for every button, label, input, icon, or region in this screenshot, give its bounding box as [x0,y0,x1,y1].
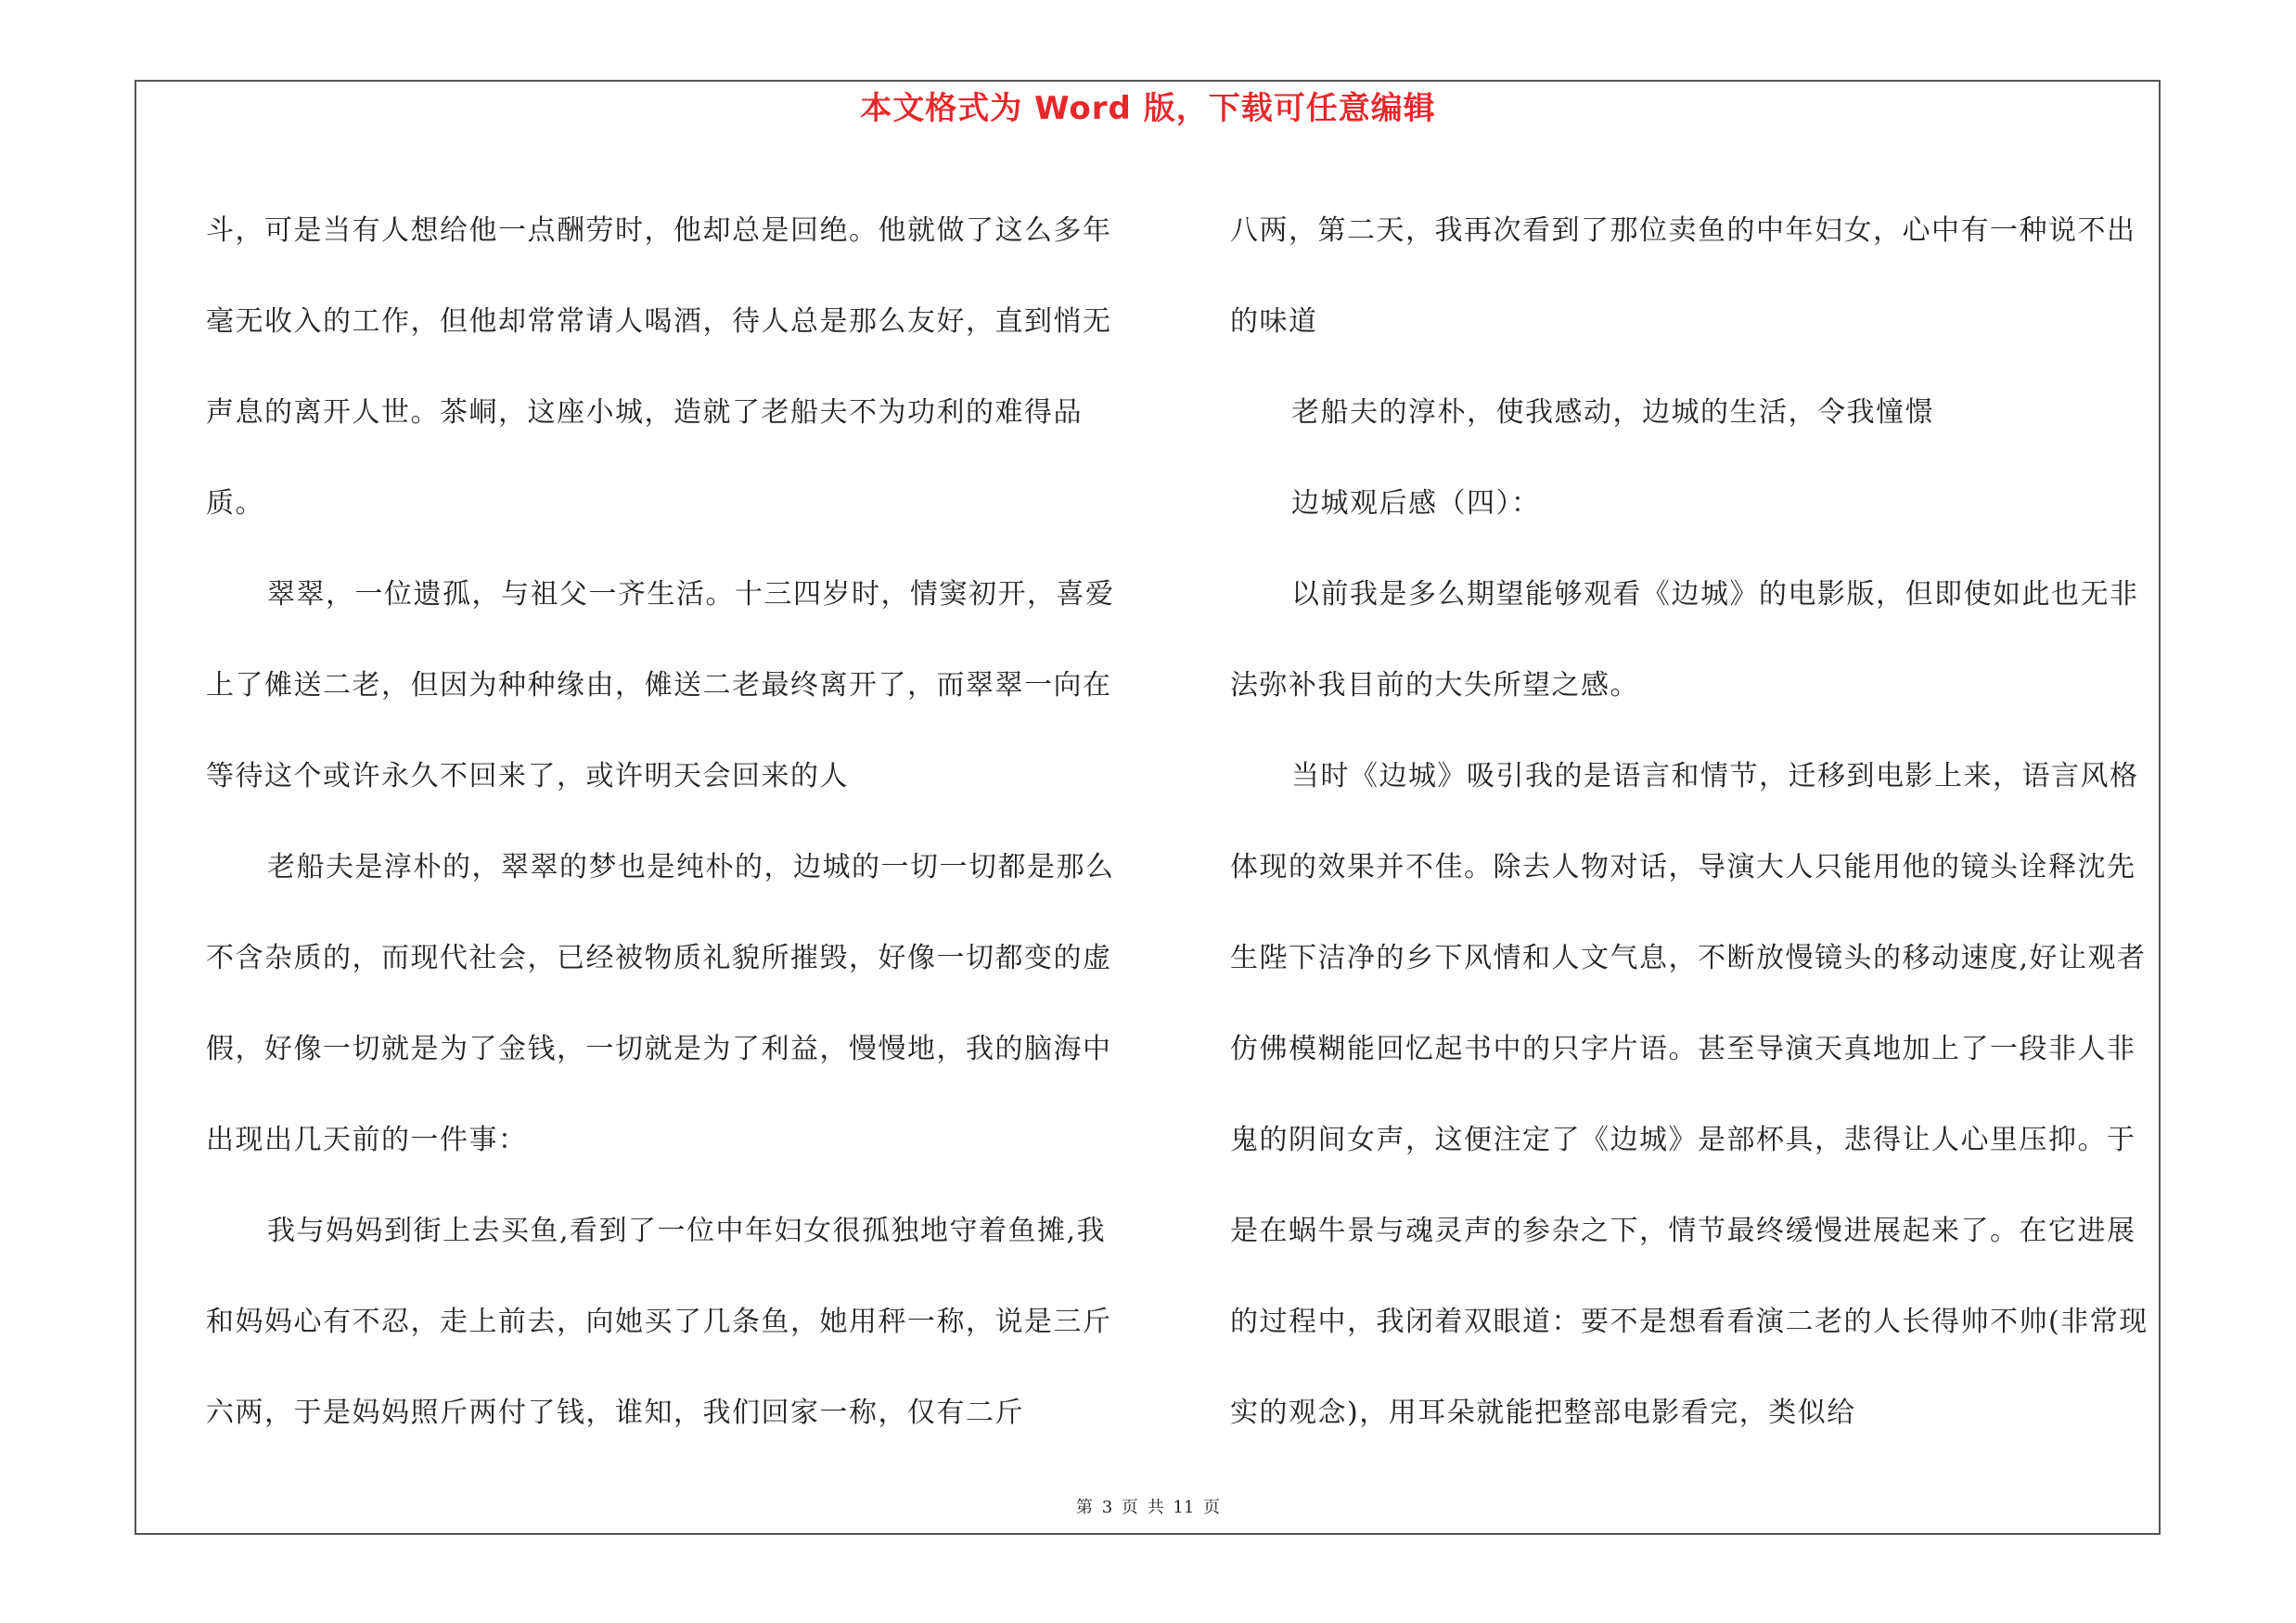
paragraph: 老船夫的淳朴，使我感动，边城的生活，令我憧憬 [1291,396,1934,429]
footer-prefix: 第 [1075,1498,1093,1517]
right-column [1230,186,2162,1459]
footer-total-word: 共 [1147,1498,1164,1517]
format-banner: 本文格式为 Word 版，下载可任意编辑 [860,90,1436,127]
paragraph: 八两，第二天，我再次看到了那位卖鱼的中年妇女，心中有一种说不出的味道 [1230,214,2136,338]
page-footer [0,1494,2296,1522]
paragraph: 斗，可是当有人想给他一点酬劳时，他却总是回绝。他就做了这么多年毫无收入的工作，但他却常常请人喝酒，待人总是那么友好，直到悄无声息的离开人世。茶峒，这座小城，造就了老船夫不为功利的难得品质。 [206,214,1112,520]
total-page-count: 11 [1173,1498,1195,1517]
current-page-number: 3 [1101,1498,1113,1517]
paragraph: 翠翠，一位遗孤，与祖父一齐生活。十三四岁时，情窦初开，喜爱上了傩送二老，但因为种种缘由，傩送二老最终离开了，而翠翠一向在等待这个或许永久不回来了，或许明天会回来的人 [206,578,1115,792]
paragraph: 老船夫是淳朴的，翠翠的梦也是纯朴的，边城的一切一切都是那么不含杂质的，而现代社会，已经被物质礼貌所摧毁，好像一切都变的虚假，好像一切就是为了金钱，一切就是为了利益，慢慢地，我的脑海中出现出几天前的一件事： [206,851,1115,1156]
footer-suffix: 页 [1203,1498,1221,1517]
paragraph: 我与妈妈到街上去买鱼,看到了一位中年妇女很孤独地守着鱼摊,我和妈妈心有不忍，走上前去，向她买了几条鱼，她用秤一称，说是三斤六两，于是妈妈照斤两付了钱，谁知，我们回家一称，仅有二斤 [206,1215,1112,1429]
paragraph: 以前我是多么期望能够观看《边城》的电影版，但即使如此也无非法弥补我目前的大失所望之感。 [1230,578,2139,702]
left-column [206,186,1124,1459]
paragraph: 当时《边城》吸引我的是语言和情节，迁移到电影上来，语言风格体现的效果并不佳。除去人物对话，导演大人只能用他的镜头诠释沈先生陛下洁净的乡下风情和人文气息，不断放慢镜头的移动速度,好让观者仿佛模糊能回忆起书中的只字片语。甚至导演天真地加上了一段非人非鬼的阴间女声，这便注定了《边城》是部杯具，悲得让人心里压抑。于是在蜗牛景与魂灵声的参杂之下，情节最终缓慢进展起来了。在它进展的过程中，我闭着双眼道：要不是想看看演二老的人长得帅不帅(非常现实的观念)，用耳朵就能把整部电影看完，类似给 [1230,760,2148,1429]
section-heading: 边城观后感（四）： [1291,487,1541,520]
footer-page-word: 页 [1121,1498,1138,1517]
